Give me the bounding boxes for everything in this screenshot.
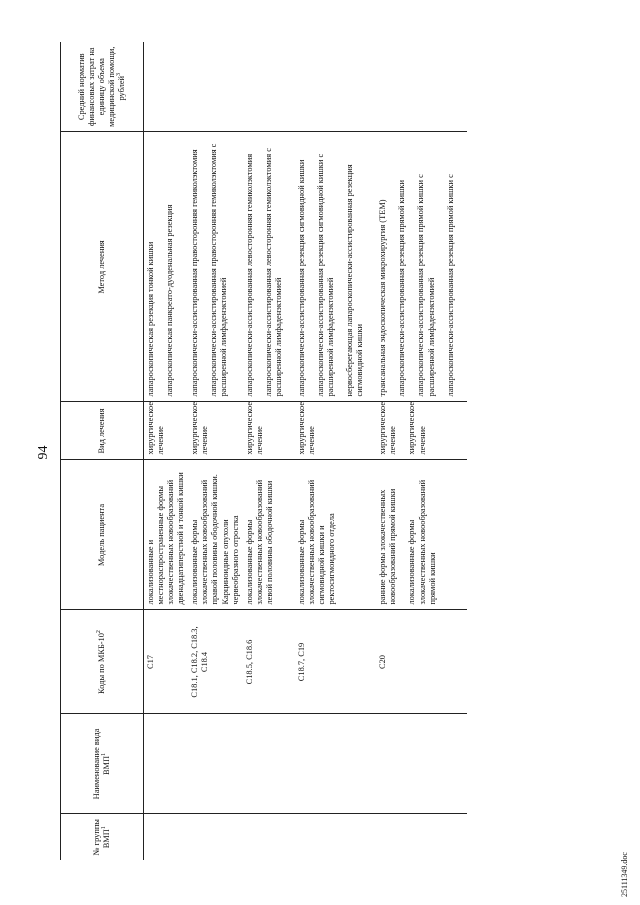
name-cell [144, 714, 189, 814]
document-filename: 25111349.doc [620, 852, 629, 897]
method-item: лапароскопически-ассистированная резекция сигмовидной кишки [296, 159, 306, 397]
treatment-cell: хирургическое лечение [144, 402, 189, 460]
table-row [295, 42, 376, 860]
name-cell [188, 714, 242, 814]
method-item: лапароскопически-ассистированная левосторонняя гемиколэктомия [244, 153, 254, 397]
table-row [144, 42, 189, 860]
codes-cell: C20 [376, 610, 466, 714]
table-header-row [61, 42, 144, 860]
codes-cell: C18.5, C18.6 [243, 610, 295, 714]
column-header-method: Метод лечения [61, 132, 144, 402]
method-cell [376, 132, 466, 402]
treatment-cell: хирургическое лечение [188, 402, 242, 460]
codes-cell: C18.7, C19 [295, 610, 376, 714]
cost-cell [376, 42, 466, 132]
name-cell [376, 714, 466, 814]
page-number: 94 [36, 445, 51, 460]
method-item: лапароскопически-ассистированная правосторонняя гемиколэктомия с расширенной лимфаденэктомией [209, 143, 229, 397]
table-row [188, 42, 242, 860]
patient-item: ранние формы злокачественных новообразований прямой кишки [378, 488, 398, 605]
cost-cell [295, 42, 376, 132]
name-cell [243, 714, 295, 814]
method-item: лапароскопически-ассистированная резекция сигмовидной кишки с расширенной лимфаденэктомией [316, 153, 336, 397]
method-item: лапароскопически-ассистированная правосторонняя гемиколэктомия [190, 149, 200, 397]
cost-cell [243, 42, 295, 132]
patient-cell: локализованные и местнораспространенные формы злокачественных новообразований двенадцатиперстной и тонкой кишки [144, 460, 189, 610]
treatment-cell [376, 402, 466, 460]
column-header-cost: Средний норматив финансовых затрат на единицу объема медицинской помощи, рублей$^3$ [61, 42, 144, 132]
cost-cell [188, 42, 242, 132]
method-item: нервосберегающая лапароскопически-ассистированная резекция сигмовидной кишки [345, 164, 365, 397]
treatment-cell: хирургическое лечение [243, 402, 295, 460]
treatment-item: хирургическое лечение [407, 401, 427, 455]
codes-cell: C18.1, C18.2, C18.3, C18.4 [188, 610, 242, 714]
column-header-codes: Коды по МКБ-$10^2$ [61, 610, 144, 714]
column-header-patient: Модель пациента [61, 460, 144, 610]
column-header-treatment: Вид лечения [61, 402, 144, 460]
patient-cell [376, 460, 466, 610]
method-item: лапароскопически-ассистированная левосторонняя гемиколэктомия с расширенной лимфаденэктомией [263, 148, 283, 397]
method-cell [188, 132, 242, 402]
patient-cell: локализованные формы злокачественных новообразований сигмовидной кишки и ректосигмоидного отдела [295, 460, 376, 610]
patient-item: локализованные формы злокачественных новообразований прямой кишки [407, 479, 437, 605]
method-item: лапароскопически-ассистированная резекция прямой кишки с [445, 174, 455, 397]
method-item: лапароскопическая панкреато-дуоденальная резекция [165, 204, 175, 397]
method-cell [144, 132, 189, 402]
name-cell [295, 714, 376, 814]
patient-cell: локализованные формы злокачественных новообразований левой половины ободочной кишки [243, 460, 295, 610]
method-item: лапароскопически-ассистированная резекция прямой кишки [397, 180, 407, 397]
group-cell [376, 814, 466, 860]
cost-cell [144, 42, 189, 132]
method-cell [295, 132, 376, 402]
method-cell [243, 132, 295, 402]
table-row [243, 42, 295, 860]
group-cell [144, 814, 189, 860]
method-item: лапароскопически-ассистированная резекция прямой кишки с расширенной лимфаденэктомией [416, 174, 436, 397]
treatment-cell: хирургическое лечение [295, 402, 376, 460]
table-row [376, 42, 466, 860]
patient-cell: локализованные формы злокачественных новообразований правой половины ободочной кишки. Карциноидные опухоли червеобразного отростка [188, 460, 242, 610]
group-cell [188, 814, 242, 860]
method-item: лапароскопическая резекция тонкой кишки [146, 241, 155, 397]
column-header-group: № группы ВМП$^1$ [61, 814, 144, 860]
codes-cell: C17 [144, 610, 189, 714]
group-cell [243, 814, 295, 860]
method-item: трансанальная эндоскопическая микрохирургия (ТЕМ) [378, 199, 388, 397]
treatment-item: хирургическое лечение [378, 401, 398, 455]
column-header-name: Наименование вида ВМП$^1$ [61, 714, 144, 814]
group-cell [295, 814, 376, 860]
vmp-table [60, 42, 467, 860]
